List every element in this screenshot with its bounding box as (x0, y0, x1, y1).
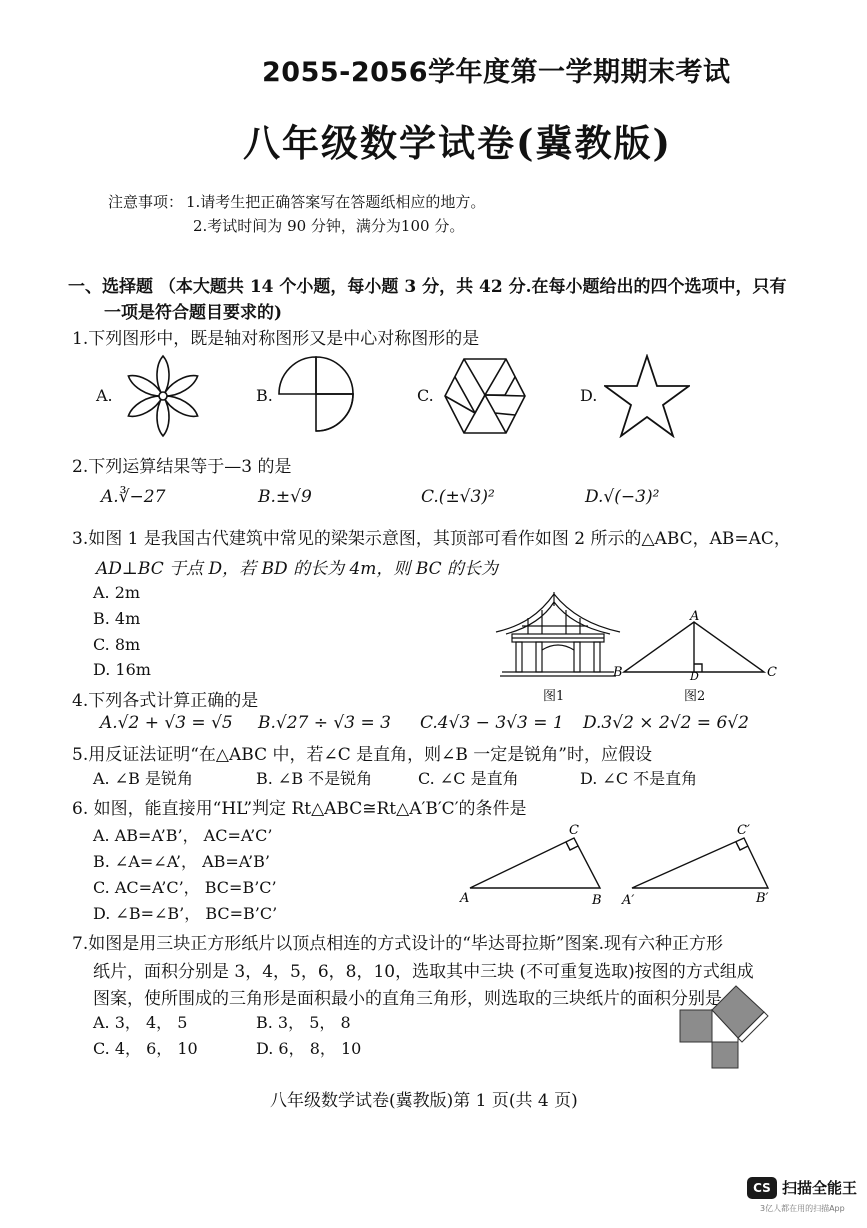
q4-option-a: A.√2 + √3 = √5 (100, 713, 233, 733)
q5-option-a: A. ∠B 是锐角 (93, 769, 193, 788)
q1-option-b-label: B. (256, 386, 273, 405)
notice-item-1: 1.请考生把正确答案写在答题纸相应的地方。 (186, 193, 486, 211)
q6-label-b: B (592, 893, 602, 908)
q7-option-c: C. 4， 6， 10 (93, 1039, 198, 1058)
q3-stem-line2: AD⊥BC 于点 D，若 BD 的长为 4m，则 BC 的长为 (96, 559, 499, 579)
q1-option-a-label: A. (96, 386, 113, 405)
q3-option-c: C. 8m (93, 635, 141, 654)
fig2-label-a: A (690, 610, 700, 624)
q3-stem-line1: 3.如图 1 是我国古代建筑中常见的梁架示意图，其顶部可看作如图 2 所示的△ABC，AB=AC， (72, 529, 791, 549)
q6-option-a: A. AB=A’B’， AC=A’C’ (93, 826, 273, 845)
triangle-abc-figure (610, 610, 780, 680)
exam-title-line2: 八年级数学试卷(冀教版) (243, 121, 673, 165)
q6-label-c-prime: C′ (737, 823, 750, 838)
q6-label-a-prime: A′ (622, 893, 635, 908)
q1-option-c-label: C. (417, 386, 434, 405)
congruent-triangles-figure (456, 820, 786, 910)
q7-stem-line3: 图案，使所围成的三角形是面积最小的直角三角形，则选取的三块纸片的面积分别是 (93, 989, 722, 1009)
q5-option-c: C. ∠C 是直角 (418, 769, 519, 788)
exam-title-line1: 2055-2056学年度第一学期期末考试 (262, 57, 731, 88)
q6-option-b: B. ∠A=∠A’， AB=A’B’ (93, 852, 270, 871)
notice-label: 注意事项： (108, 193, 184, 211)
q7-stem-line2: 纸片，面积分别是 3，4，5，6，8，10，选取其中三块 (不可重复选取)按图的方式组成 (93, 962, 754, 982)
q5-option-d: D. ∠C 不是直角 (580, 769, 698, 788)
q7-stem-line1: 7.如图是用三块正方形纸片以顶点相连的方式设计的“毕达哥拉斯”图案.现有六种正方形 (72, 934, 724, 954)
notice-item-2: 2.考试时间为 90 分钟，满分为100 分。 (193, 217, 465, 235)
flower-figure (120, 353, 206, 439)
page-footer: 八年级数学试卷(冀教版)第 1 页(共 4 页) (270, 1091, 578, 1111)
building-figure (492, 590, 624, 680)
q3-option-d: D. 16m (93, 660, 151, 679)
q4-option-b: B.√27 ÷ √3 = 3 (258, 713, 391, 733)
q4-stem: 4.下列各式计算正确的是 (72, 691, 259, 711)
q6-stem: 6. 如图，能直接用“HL”判定 Rt△ABC≅Rt△A′B′C′的条件是 (72, 799, 527, 819)
q7-option-b: B. 3， 5， 8 (256, 1013, 351, 1032)
camscanner-tagline: 3亿人都在用的扫描App (760, 1204, 845, 1213)
q2-option-d: D.√(−3)² (585, 487, 660, 507)
recycle-hexagon-figure (443, 357, 527, 435)
q7-option-a: A. 3， 4， 5 (93, 1013, 188, 1032)
q2-option-b: B.±√9 (258, 487, 312, 507)
camscanner-name: 扫描全能王 (782, 1179, 858, 1197)
q1-stem: 1.下列图形中，既是轴对称图形又是中心对称图形的是 (72, 329, 480, 349)
pythagoras-squares-figure (678, 982, 770, 1072)
camscanner-logo-icon: CS (747, 1177, 777, 1199)
q7-option-d: D. 6， 8， 10 (256, 1039, 362, 1058)
q4-option-c: C.4√3 − 3√3 = 1 (420, 713, 564, 733)
section1-heading-line2: 一项是符合题目要求的) (104, 303, 283, 323)
fig2-label-c: C (767, 665, 777, 680)
q2-option-a: A.∛−27 (101, 487, 166, 507)
q6-label-b-prime: B′ (756, 891, 769, 906)
q5-stem: 5.用反证法证明“在△ABC 中，若∠C 是直角，则∠B 一定是锐角”时，应假设 (72, 745, 652, 765)
q6-option-c: C. AC=A’C’， BC=B’C’ (93, 878, 277, 897)
q2-option-c: C.(±√3)² (421, 487, 495, 507)
q6-label-c: C (569, 823, 579, 838)
q1-option-d-label: D. (580, 386, 598, 405)
q5-option-b: B. ∠B 不是锐角 (256, 769, 373, 788)
section1-heading-line1: 一、选择题 （本大题共 14 个小题，每小题 3 分，共 42 分.在每小题给出的四个选项中，只有 (68, 277, 787, 297)
q6-option-d: D. ∠B=∠B’， BC=B’C’ (93, 904, 278, 923)
star-figure (604, 354, 690, 438)
fig2-label-d: D (690, 670, 699, 680)
fig1-caption: 图1 (543, 689, 565, 704)
q6-label-a: A (460, 891, 470, 906)
q3-option-b: B. 4m (93, 609, 141, 628)
fig2-caption: 图2 (684, 689, 706, 704)
q4-option-d: D.3√2 × 2√2 = 6√2 (583, 713, 749, 733)
q3-option-a: A. 2m (93, 583, 141, 602)
pinwheel-figure (276, 352, 356, 436)
fig2-label-b: B (613, 665, 623, 680)
q2-stem: 2.下列运算结果等于—3 的是 (72, 457, 292, 477)
